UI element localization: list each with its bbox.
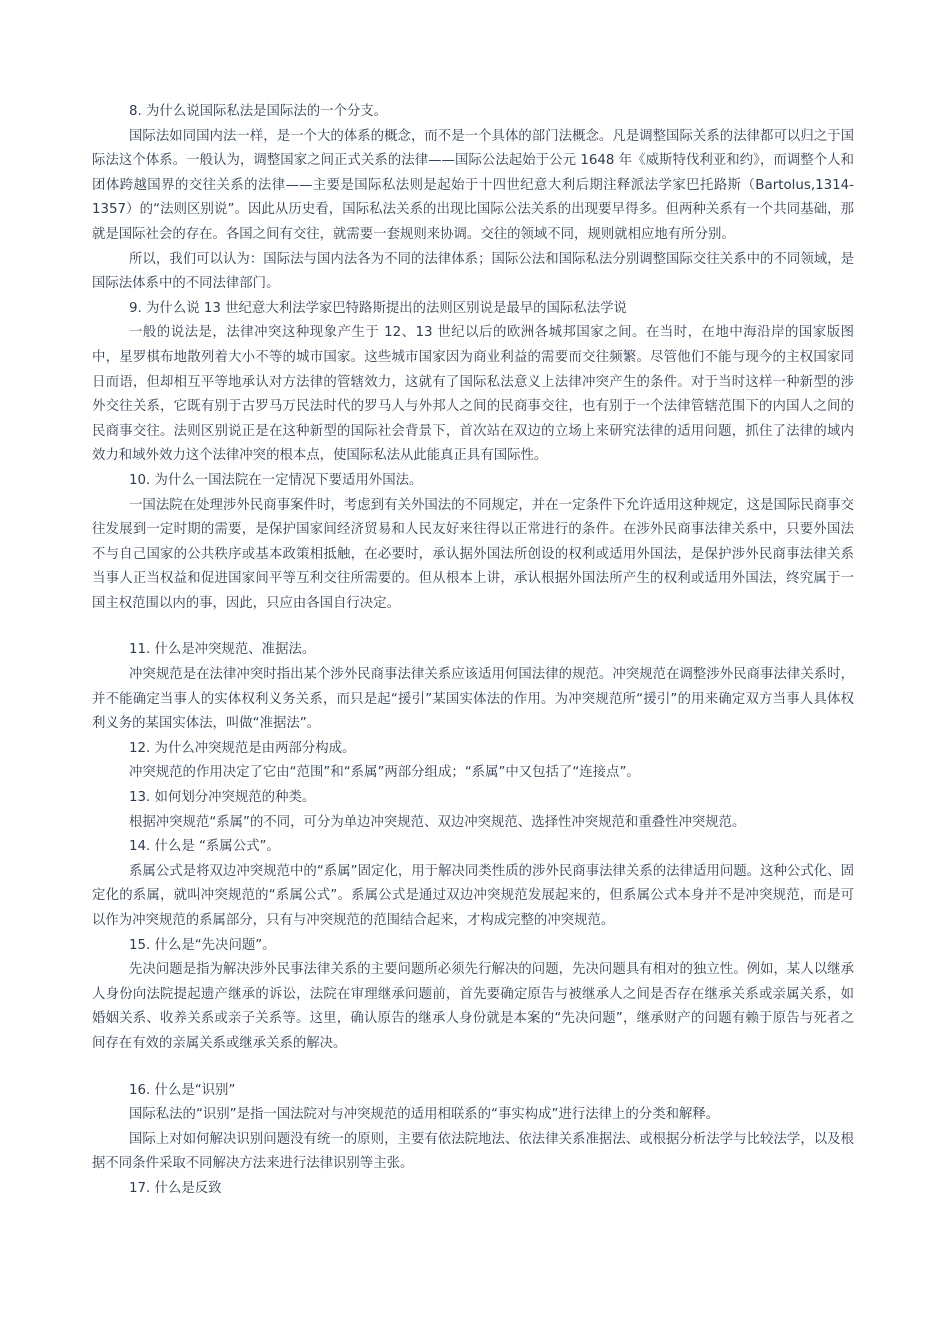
answer-paragraph: 一般的说法是，法律冲突这种现象产生于 12、13 世纪以后的欧洲各城邦国家之间。在当时，在地中海沿岸的国家版图中，星罗棋布地散列着大小不等的城市国家。这些城市国家因为商业利益的需要而交往频繁。尽管他们不能与现今的主权国家同日而语，但却相互平等地承认对方法律的管辖效力，这就有了国际私法意义上法律冲突产生的条件。对于当时这样一种新型的涉外交往关系，它既有别于古罗马万民法时代的罗马人与外邦人之间的民商事交往，也有别于一个法律管辖范围下的内国人之间的民商事交往。法则区别说正是在这种新型的国际社会背景下，首次站在双边的立场上来研究法律的适用问题，抓住了法律的域内效力和域外效力这个法律冲突的根本点，使国际私法从此能真正具有国际性。 <box>92 325 854 464</box>
question-heading: 13. 如何划分冲突规范的种类。 <box>129 790 316 806</box>
answer-paragraph: 冲突规范的作用决定了它由“范围”和“系属”两部分组成；“系属”中又包括了“连接点”。 <box>129 765 640 781</box>
question-heading: 16. 什么是“识别” <box>129 1082 236 1098</box>
answer-paragraph: 先决问题是指为解决涉外民事法律关系的主要问题所必须先行解决的问题，先决问题具有相对的独立性。例如，某人以继承人身份向法院提起遗产继承的诉讼，法院在审理继承问题前，首先要确定原告与被继承人之间是否存在继承关系或亲属关系，如婚姻关系、收养关系或亲子关系等。这里，确认原告的继承人身份就是本案的“先决问题”，继承财产的问题有赖于原告与死者之间存在有效的亲属关系或继承关系的解决。 <box>92 962 854 1051</box>
question-heading: 10. 为什么一国法院在一定情况下要适用外国法。 <box>129 472 423 488</box>
answer-paragraph: 国际法如同国内法一样，是一个大的体系的概念，而不是一个具体的部门法概念。凡是调整国际关系的法律都可以归之于国际法这个体系。一般认为，调整国家之间正式关系的法律——国际公法起始于公元 1648 年《威斯特伐利亚和约》，而调整个人和团体跨越国界的交往关系的法律——主要是国际私法则是起始于十四世纪意大利后期注释派法学家巴托路斯（Bartolus,1314-1357）的“法则区别说”。因此从历史看，国际私法关系的出现比国际公法关系的出现要早得多。但两种关系有一个共同基础，那就是国际社会的存在。各国之间有交往，就需要一套规则来协调。交往的领域不同，规则就相应地有所分别。 <box>92 128 854 242</box>
question-heading: 9. 为什么说 13 世纪意大利法学家巴特路斯提出的法则区别说是最早的国际私法学说 <box>129 300 627 316</box>
answer-paragraph: 冲突规范是在法律冲突时指出某个涉外民商事法律关系应该适用何国法律的规范。冲突规范在调整涉外民商事法律关系时，并不能确定当事人的实体权利义务关系，而只是起“援引”某国实体法的作用。为冲突规范所“援引”的用来确定双方当事人具体权利义务的某国实体法，叫做“准据法”。 <box>92 667 854 732</box>
answer-paragraph: 国际上对如何解决识别问题没有统一的原则，主要有依法院地法、依法律关系准据法、或根据分析法学与比较法学，以及根据不同条件采取不同解决方法来进行法律识别等主张。 <box>92 1131 854 1172</box>
blank-line <box>92 616 854 638</box>
question-heading: 11. 什么是冲突规范、准据法。 <box>129 642 316 658</box>
answer-paragraph: 一国法院在处理涉外民商事案件时，考虑到有关外国法的不同规定，并在一定条件下允许适用这种规定，这是国际民商事交往发展到一定时期的需要，是保护国家间经济贸易和人民友好来往得以正常进行的条件。在涉外民商事法律关系中，只要外国法不与自己国家的公共秩序或基本政策相抵触，在必要时，承认据外国法所创设的权利或适用外国法，是保护涉外民商事法律关系当事人正当权益和促进国家间平等互利交往所需要的。但从根本上讲，承认根据外国法所产生的权利或适用外国法，终究属于一国主权范围以内的事，因此，只应由各国自行决定。 <box>92 497 854 611</box>
answer-paragraph: 国际私法的“识别”是指一国法院对与冲突规范的适用相联系的“事实构成”进行法律上的分类和解释。 <box>129 1107 720 1123</box>
blank-line <box>92 1057 854 1079</box>
answer-paragraph: 系属公式是将双边冲突规范中的“系属”固定化，用于解决同类性质的涉外民商事法律关系的法律适用问题。这种公式化、固定化的系属，就叫冲突规范的“系属公式”。系属公式是通过双边冲突规范发展起来的，但系属公式本身并不是冲突规范，而是可以作为冲突规范的系属部分，只有与冲突规范的范围结合起来，才构成完整的冲突规范。 <box>92 863 854 928</box>
question-heading: 12. 为什么冲突规范是由两部分构成。 <box>129 740 356 756</box>
question-heading: 14. 什么是 “系属公式”。 <box>129 839 280 855</box>
question-heading: 17. 什么是反致 <box>129 1180 222 1196</box>
answer-paragraph: 所以，我们可以认为：国际法与国内法各为不同的法律体系；国际公法和国际私法分别调整国际交往关系中的不同领域，是国际法体系中的不同法律部门。 <box>92 251 854 292</box>
question-heading: 8. 为什么说国际私法是国际法的一个分支。 <box>129 104 388 119</box>
document-page <box>92 100 854 1202</box>
question-heading: 15. 什么是“先决问题”。 <box>129 937 276 953</box>
answer-paragraph: 根据冲突规范“系属”的不同，可分为单边冲突规范、双边冲突规范、选择性冲突规范和重叠性冲突规范。 <box>129 814 746 830</box>
